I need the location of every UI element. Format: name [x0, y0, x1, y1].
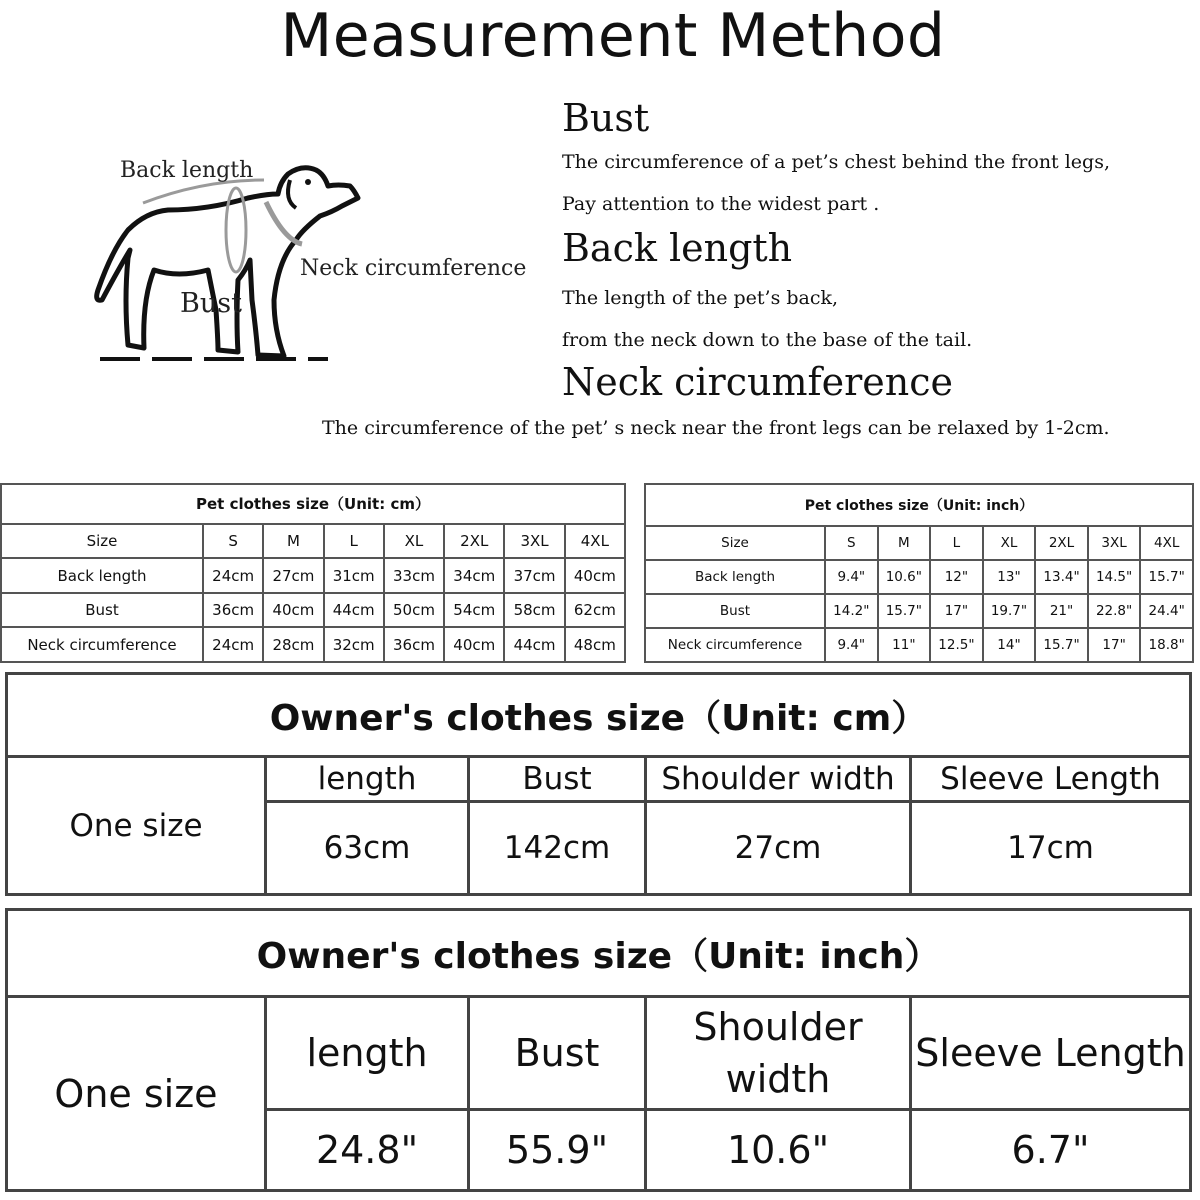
- table-cell: 50cm: [384, 593, 444, 628]
- neck-desc-line1: The circumference of the pet’ s neck near the front legs can be relaxed by 1-2cm.: [322, 417, 1110, 439]
- neck-circumference-label: Neck circumference: [300, 256, 527, 281]
- row-label: Bust: [645, 594, 825, 628]
- table-cell: 58cm: [504, 593, 564, 628]
- table-cell: 33cm: [384, 558, 444, 593]
- table-cell: 15.7": [1140, 560, 1193, 594]
- length-value: 63cm: [266, 802, 469, 895]
- back-desc-line1: The length of the pet’s back,: [562, 287, 839, 309]
- sleeve-length-header: Sleeve Length: [911, 997, 1191, 1110]
- table-row: [7, 997, 1191, 1110]
- size-3xl: 3XL: [504, 524, 564, 559]
- table-cell: 10.6": [878, 560, 931, 594]
- sleeve-length-header: Sleeve Length: [911, 757, 1191, 802]
- table-cell: 24.4": [1140, 594, 1193, 628]
- row-label: Back length: [1, 558, 203, 593]
- table-row: [1, 593, 625, 628]
- table-cell: 54cm: [444, 593, 504, 628]
- table-row: [1, 627, 625, 662]
- table-cell: 13.4": [1035, 560, 1088, 594]
- one-size-label: One size: [7, 757, 266, 895]
- bust-label: Bust: [180, 288, 242, 319]
- table-row: [1, 524, 625, 559]
- size-4xl: 4XL: [565, 524, 625, 559]
- size-2xl: 2XL: [1035, 526, 1088, 560]
- bust-desc-line2: Pay attention to the widest part .: [562, 193, 880, 215]
- table-cell: 40cm: [263, 593, 323, 628]
- table-row: [645, 594, 1193, 628]
- shoulder-width-value: 10.6": [646, 1110, 911, 1191]
- table-row: [645, 628, 1193, 662]
- size-l: L: [324, 524, 384, 559]
- owner-inch-caption: Owner's clothes size（Unit: inch）: [7, 910, 1191, 997]
- pet-inch-caption: Pet clothes size（Unit: inch）: [645, 484, 1193, 526]
- table-cell: 62cm: [565, 593, 625, 628]
- pet-cm-caption: Pet clothes size（Unit: cm）: [1, 484, 625, 524]
- table-row: [645, 560, 1193, 594]
- back-desc-line2: from the neck down to the base of the tail.: [562, 329, 973, 351]
- owner-cm-caption: Owner's clothes size（Unit: cm）: [7, 674, 1191, 757]
- table-cell: 14.2": [825, 594, 878, 628]
- size-header: Size: [645, 526, 825, 560]
- neck-heading: Neck circumference: [562, 360, 953, 404]
- row-label: Neck circumference: [1, 627, 203, 662]
- size-s: S: [203, 524, 263, 559]
- table-cell: 17": [930, 594, 983, 628]
- table-cell: 28cm: [263, 627, 323, 662]
- table-cell: 15.7": [878, 594, 931, 628]
- size-xl: XL: [983, 526, 1036, 560]
- dog-measurement-diagram: [88, 150, 528, 370]
- size-4xl: 4XL: [1140, 526, 1193, 560]
- length-value: 24.8": [266, 1110, 469, 1191]
- table-cell: 9.4": [825, 628, 878, 662]
- bust-header: Bust: [469, 997, 646, 1110]
- shoulder-width-header: Shoulder width: [646, 997, 911, 1110]
- bust-heading: Bust: [562, 96, 650, 140]
- shoulder-width-value: 27cm: [646, 802, 911, 895]
- size-header: Size: [1, 524, 203, 559]
- table-cell: 34cm: [444, 558, 504, 593]
- sleeve-length-value: 17cm: [911, 802, 1191, 895]
- sleeve-length-value: 6.7": [911, 1110, 1191, 1191]
- table-cell: 44cm: [324, 593, 384, 628]
- table-cell: 32cm: [324, 627, 384, 662]
- pet-size-table-cm: [0, 483, 626, 663]
- length-header: length: [266, 757, 469, 802]
- length-header: length: [266, 997, 469, 1110]
- row-label: Bust: [1, 593, 203, 628]
- size-m: M: [263, 524, 323, 559]
- table-cell: 48cm: [565, 627, 625, 662]
- bust-desc-line1: The circumference of a pet’s chest behind the front legs,: [562, 151, 1111, 173]
- table-row: [1, 558, 625, 593]
- page-title: Measurement Method: [280, 1, 946, 71]
- shoulder-width-header: Shoulder width: [646, 757, 911, 802]
- row-label: Back length: [645, 560, 825, 594]
- table-cell: 14": [983, 628, 1036, 662]
- table-cell: 17": [1088, 628, 1141, 662]
- table-cell: 44cm: [504, 627, 564, 662]
- back-length-label: Back length: [120, 158, 254, 183]
- table-row: [7, 757, 1191, 802]
- table-cell: 14.5": [1088, 560, 1141, 594]
- table-cell: 40cm: [565, 558, 625, 593]
- size-s: S: [825, 526, 878, 560]
- table-cell: 27cm: [263, 558, 323, 593]
- table-cell: 11": [878, 628, 931, 662]
- back-length-heading: Back length: [562, 226, 793, 270]
- table-cell: 12": [930, 560, 983, 594]
- pet-size-table-inch: [644, 483, 1194, 663]
- table-cell: 36cm: [203, 593, 263, 628]
- dog-eye: [305, 179, 311, 185]
- row-label: Neck circumference: [645, 628, 825, 662]
- table-cell: 24cm: [203, 627, 263, 662]
- table-row: [645, 526, 1193, 560]
- size-3xl: 3XL: [1088, 526, 1141, 560]
- table-cell: 18.8": [1140, 628, 1193, 662]
- table-cell: 21": [1035, 594, 1088, 628]
- bust-value: 55.9": [469, 1110, 646, 1191]
- size-m: M: [878, 526, 931, 560]
- bust-header: Bust: [469, 757, 646, 802]
- table-cell: 36cm: [384, 627, 444, 662]
- table-cell: 12.5": [930, 628, 983, 662]
- size-l: L: [930, 526, 983, 560]
- table-cell: 13": [983, 560, 1036, 594]
- table-cell: 9.4": [825, 560, 878, 594]
- one-size-label: One size: [7, 997, 266, 1191]
- table-cell: 37cm: [504, 558, 564, 593]
- table-cell: 40cm: [444, 627, 504, 662]
- table-cell: 19.7": [983, 594, 1036, 628]
- bust-value: 142cm: [469, 802, 646, 895]
- size-xl: XL: [384, 524, 444, 559]
- table-cell: 22.8": [1088, 594, 1141, 628]
- table-cell: 15.7": [1035, 628, 1088, 662]
- owner-size-table-cm: [5, 672, 1192, 896]
- table-cell: 24cm: [203, 558, 263, 593]
- owner-size-table-inch: [5, 908, 1192, 1192]
- size-2xl: 2XL: [444, 524, 504, 559]
- table-cell: 31cm: [324, 558, 384, 593]
